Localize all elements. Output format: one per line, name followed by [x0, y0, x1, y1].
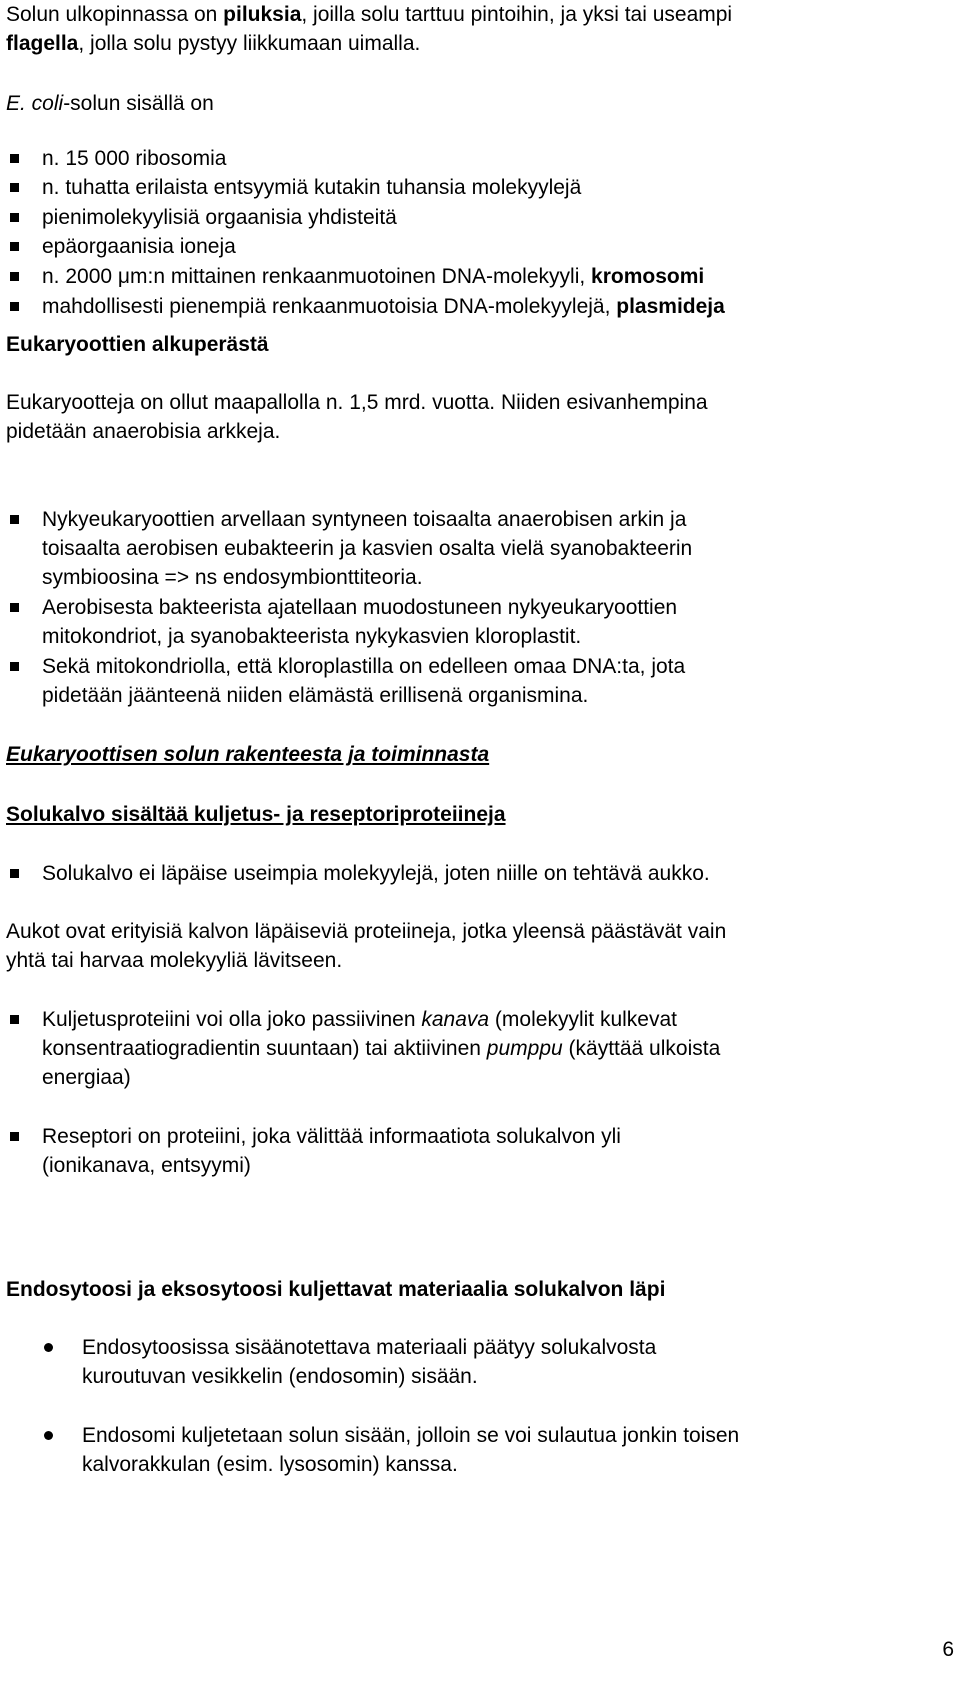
list-item: [42, 292, 892, 321]
list-item: epäorgaanisia ioneja: [42, 235, 236, 258]
list-item-line: kalvorakkulan (esim. lysosomin) kanssa.: [82, 1453, 458, 1476]
round-bullet-icon: [44, 1343, 53, 1352]
term-pumppu: pumppu: [486, 1037, 563, 1060]
list-item-line: Nykyeukaryoottien arvellaan syntyneen toisaalta anaerobisen arkin ja: [42, 508, 687, 531]
list-item-text: energiaa): [42, 1066, 131, 1089]
list-item: [82, 1421, 892, 1479]
square-bullet-icon: [10, 154, 19, 163]
intro-text: Solun ulkopinnassa on: [6, 3, 224, 26]
square-bullet-icon: [10, 272, 19, 281]
intro-paragraph: [6, 0, 896, 58]
square-bullet-icon: [10, 242, 19, 251]
square-bullet-icon: [10, 1132, 19, 1141]
list-item-text: konsentraatiogradientin suuntaan) tai aktiivinen: [42, 1037, 487, 1060]
term-piluksia: piluksia: [223, 3, 302, 26]
section-heading: Solukalvo sisältää kuljetus- ja reseptoriproteiineja: [6, 803, 506, 826]
paragraph-line: pidetään anaerobisia arkkeja.: [6, 420, 281, 443]
square-bullet-icon: [10, 869, 19, 878]
term-kromosomi: kromosomi: [591, 265, 705, 288]
list-item: [82, 1333, 892, 1391]
list-item-text: Kuljetusproteiini voi olla joko passiivinen: [42, 1008, 422, 1031]
square-bullet-icon: [10, 515, 19, 524]
list-item-line: Reseptori on proteiini, joka välittää informaatiota solukalvon yli: [42, 1125, 621, 1148]
ecoli-italic: E. coli: [6, 92, 64, 115]
list-item: n. 15 000 ribosomia: [42, 147, 227, 170]
list-item: pienimolekyylisiä orgaanisia yhdisteitä: [42, 206, 397, 229]
square-bullet-icon: [10, 1015, 19, 1024]
list-item-line: symbioosina => ns endosymbionttiteoria.: [42, 566, 423, 589]
list-item-text: (käyttää ulkoista: [562, 1037, 721, 1060]
list-item: Solukalvo ei läpäise useimpia molekyylejä, joten niille on tehtävä aukko.: [42, 862, 710, 885]
list-item-line: kuroutuvan vesikkelin (endosomin) sisään.: [82, 1365, 478, 1388]
list-item-line: Endosytoosissa sisäänotettava materiaali päätyy solukalvosta: [82, 1336, 657, 1359]
list-item: n. tuhatta erilaista entsyymiä kutakin tuhansia molekyylejä: [42, 176, 582, 199]
term-plasmideja: plasmideja: [616, 295, 725, 318]
section-heading: Eukaryoottien alkuperästä: [6, 333, 269, 356]
list-item-text: mahdollisesti pienempiä renkaanmuotoisia DNA-molekyylejä,: [42, 295, 617, 318]
section-heading: Eukaryoottisen solun rakenteesta ja toiminnasta: [6, 743, 490, 766]
paragraph-line: Eukaryootteja on ollut maapallolla n. 1,5 mrd. vuotta. Niiden esivanhempina: [6, 391, 708, 414]
list-item-line: toisaalta aerobisen eubakteerin ja kasvien osalta vielä syanobakteerin: [42, 537, 693, 560]
list-item: [42, 1122, 892, 1180]
list-item-line: Aerobisesta bakteerista ajatellaan muodostuneen nykyeukaryoottien: [42, 596, 678, 619]
list-item: [42, 1005, 892, 1092]
square-bullet-icon: [10, 183, 19, 192]
round-bullet-icon: [44, 1431, 53, 1440]
list-item-line: pidetään jäänteenä niiden elämästä erillisenä organismina.: [42, 684, 589, 707]
list-item: [42, 652, 892, 710]
list-item-text: n. 2000 μm:n mittainen renkaanmuotoinen DNA-molekyyli,: [42, 265, 592, 288]
term-kanava: kanava: [421, 1008, 490, 1031]
list-item-line: Endosomi kuljetetaan solun sisään, jolloin se voi sulautua jonkin toisen: [82, 1424, 740, 1447]
section3-paragraph: [6, 917, 896, 975]
ecoli-intro: [6, 89, 896, 118]
paragraph-line: Aukot ovat erityisiä kalvon läpäiseviä proteiineja, jotka yleensä päästävät vain: [6, 920, 727, 943]
list-item-line: mitokondriot, ja syanobakteerista nykykasvien kloroplastit.: [42, 625, 582, 648]
term-flagella: flagella: [6, 32, 79, 55]
list-item-line: (ionikanava, entsyymi): [42, 1154, 251, 1177]
section-heading: Endosytoosi ja eksosytoosi kuljettavat materiaalia solukalvon läpi: [6, 1278, 666, 1301]
page-number: 6: [942, 1638, 954, 1661]
intro-text: , jolla solu pystyy liikkumaan uimalla.: [78, 32, 421, 55]
intro-text: , joilla solu tarttuu pintoihin, ja yksi tai useampi: [301, 3, 733, 26]
square-bullet-icon: [10, 662, 19, 671]
square-bullet-icon: [10, 603, 19, 612]
square-bullet-icon: [10, 213, 19, 222]
square-bullet-icon: [10, 302, 19, 311]
list-item: [42, 505, 892, 592]
paragraph-line: yhtä tai harvaa molekyyliä lävitseen.: [6, 949, 343, 972]
list-item-line: Sekä mitokondriolla, että kloroplastilla on edelleen omaa DNA:ta, jota: [42, 655, 686, 678]
list-item: [42, 262, 892, 291]
list-item: [42, 593, 892, 651]
list-item-text: (molekyylit kulkevat: [489, 1008, 677, 1031]
section1-paragraph: [6, 388, 896, 446]
ecoli-text: -solun sisällä on: [63, 92, 214, 115]
